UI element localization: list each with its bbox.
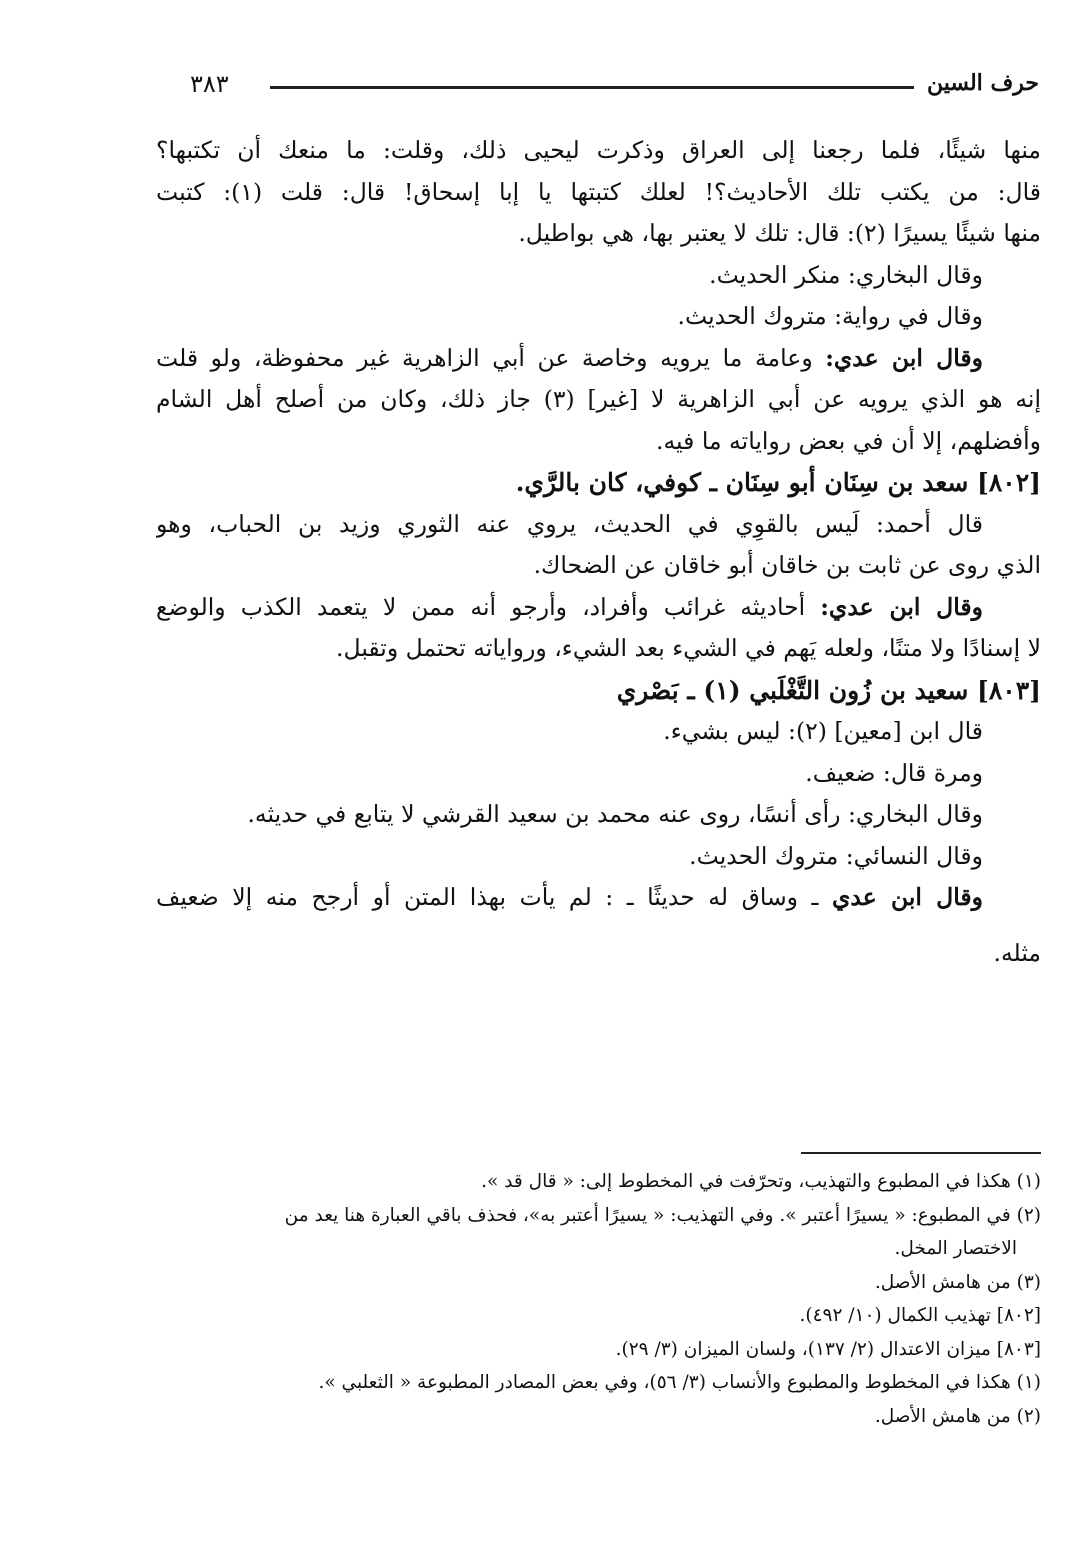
page-header — [190, 70, 1039, 106]
footnote: (٢) من هامش الأصل. — [874, 1405, 1041, 1427]
source-note-802: [٨٠٢] تهذيب الكمال (١٠/ ٤٩٢). — [799, 1305, 1041, 1326]
text-line: وقال البخاري: رأى أنسًا، روى عنه محمد بن سعيد القرشي لا يتابع في حديثه. — [247, 800, 983, 828]
footnote: (٢) في المطبوع: « يسيرًا أعتبر ». وفي التهذيب: « يسيرًا أعتبر به»، فحذف باقي العبارة هنا يعد من — [284, 1204, 1041, 1226]
text-line: وقال النسائي: متروك الحديث. — [689, 841, 983, 870]
text-line: قال: من يكتب تلك الأحاديث؟! لعلك كتبتها يا إبا إسحاق! قال: قلت (١): كتبت — [156, 177, 1041, 206]
speaker-label: وقال ابن عدي: — [820, 592, 983, 621]
text-line: منها شيئًا، فلما رجعنا إلى العراق وذكرت ليحيى ذلك، وقلت: ما منعك أن تكتبها؟ — [156, 136, 1041, 164]
text-line — [156, 338, 1041, 380]
text-line: وقال البخاري: منكر الحديث. — [709, 260, 983, 289]
footnote-rule — [801, 1152, 1041, 1154]
text-line: الذي روى عن ثابت بن خاقان أبو خاقان عن الضحاك. — [533, 551, 1041, 579]
footnote-continuation: الاختصار المخل. — [894, 1238, 1017, 1259]
entry-heading-803: [٨٠٣] سعيد بن زُون التَّغْلَبي (١) ـ بَصْري — [616, 675, 1041, 705]
entry-heading-802: [٨٠٢] سعد بن سِنَان أبو سِنَان ـ كوفي، كان بالرَّي. — [515, 468, 1041, 497]
text-span: وعامة ما يرويه وخاصة عن أبي الزاهرية غير محفوظة، ولو قلت — [156, 343, 826, 372]
source-note-803: [٨٠٣] ميزان الاعتدال (٢/ ١٣٧)، ولسان الميزان (٣/ ٢٩). — [615, 1338, 1041, 1360]
spacer — [156, 919, 1041, 933]
footnotes — [156, 1165, 1041, 1433]
speaker-label: وقال ابن عدي: — [825, 343, 983, 372]
header-rule — [270, 86, 914, 89]
text-line: منها شيئًا يسيرًا (٢): قال: تلك لا يعتبر بها، هي بواطيل. — [518, 219, 1041, 247]
page-number: ٣٨٣ — [190, 70, 229, 98]
footnote: (١) هكذا في المطبوع والتهذيب، وتحرّفت في المخطوط إلى: « قال قد ». — [481, 1171, 1041, 1192]
text-line: قال أحمد: لَيس بالقوِي في الحديث، يروي عنه الثوري وزيد بن الحباب، وهو — [156, 509, 983, 538]
text-line: إنه هو الذي يرويه عن أبي الزاهرية لا [غير] (٣) جاز ذلك، وكان من أصلح أهل الشام — [156, 385, 1041, 413]
text-line: قال ابن [معين] (٢): ليس بشيء. — [663, 717, 983, 745]
text-span: أحاديثه غرائب وأفراد، وأرجو أنه ممن لا يتعمد الكذب والوضع — [156, 592, 821, 621]
text-line: وقال في رواية: متروك الحديث. — [677, 302, 983, 330]
footnote: (١) هكذا في المخطوط والمطبوع والأنساب (٣/ ٥٦)، وفي بعض المصادر المطبوعة « الثعلبي ». — [318, 1372, 1041, 1393]
main-text — [156, 130, 1041, 974]
text-line — [156, 587, 1041, 629]
footnote: (٣) من هامش الأصل. — [874, 1271, 1041, 1293]
text-line: لا إسنادًا ولا متنًا، ولعله يَهم في الشيء بعد الشيء، ورواياته تحتمل وتقبل. — [336, 634, 1041, 662]
text-line: وأفضلهم، إلا أن في بعض رواياته ما فيه. — [655, 426, 1041, 455]
running-title: حرف السين — [926, 70, 1039, 96]
text-span: ـ وساق له حديثًا ـ : لم يأت بهذا المتن أو أرجح منه إلا ضعيف — [156, 883, 832, 911]
text-line: مثله. — [993, 938, 1041, 967]
text-line — [156, 877, 1041, 919]
text-line: ومرة قال: ضعيف. — [805, 758, 983, 787]
speaker-label: وقال ابن عدي — [831, 883, 983, 911]
